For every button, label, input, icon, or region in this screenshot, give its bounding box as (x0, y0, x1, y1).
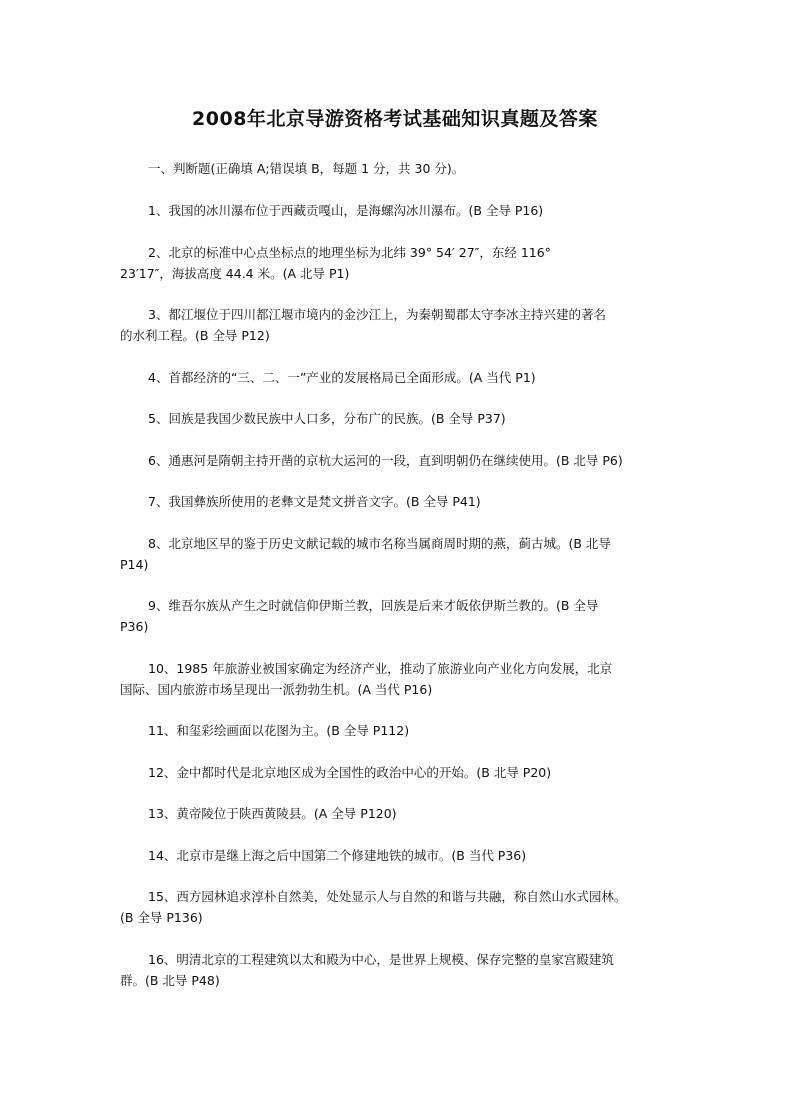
question-1: 1、我国的冰川瀑布位于西藏贡嘎山，是海螺沟冰川瀑布。(B 全导 P16) (148, 203, 544, 218)
question-2: 2、北京的标准中心点坐标点的地理坐标为北纬 39° 54′ 27″，东经 116° (148, 245, 551, 260)
question-7: 7、我国彝族所使用的老彝文是梵文拼音文字。(B 全导 P41) (148, 494, 481, 509)
question-6: 6、通惠河是隋朝主持开凿的京杭大运河的一段，直到明朝仍在继续使用。(B 北导 P6) (148, 453, 623, 468)
question-2-cont: 23′17″，海拔高度 44.4 米。(A 北导 P1) (120, 266, 350, 281)
question-8-cont: P14) (120, 557, 149, 572)
question-11: 11、和玺彩绘画面以花图为主。(B 全导 P112) (148, 723, 410, 738)
question-16: 16、明清北京的工程建筑以太和殿为中心，是世界上规模、保存完整的皇家宫殿建筑 (148, 952, 614, 967)
question-14: 14、北京市是继上海之后中国第二个修建地铁的城市。(B 当代 P36) (148, 848, 527, 863)
question-3-cont: 的水利工程。(B 全导 P12) (120, 328, 270, 343)
question-16-cont: 群。(B 北导 P48) (120, 973, 220, 988)
question-5: 5、回族是我国少数民族中人口多，分布广的民族。(B 全导 P37) (148, 411, 506, 426)
question-9: 9、维吾尔族从产生之时就信仰伊斯兰教，回族是后来才皈依伊斯兰教的。(B 全导 (148, 598, 599, 613)
question-13: 13、黄帝陵位于陕西黄陵县。(A 全导 P120) (148, 806, 397, 821)
page-title: 2008年北京导游资格考试基础知识真题及答案 (192, 108, 598, 130)
question-12: 12、金中都时代是北京地区成为全国性的政治中心的开始。(B 北导 P20) (148, 765, 552, 780)
question-9-cont: P36) (120, 619, 149, 634)
question-10-cont: 国际、国内旅游市场呈现出一派勃勃生机。(A 当代 P16) (120, 682, 433, 697)
section-heading: 一、判断题(正确填 A;错误填 B，每题 1 分，共 30 分)。 (148, 161, 465, 176)
question-3: 3、都江堰位于四川都江堰市境内的金沙江上，为秦朝蜀郡太守李冰主持兴建的著名 (148, 307, 606, 322)
question-15-cont: (B 全导 P136) (120, 910, 203, 925)
question-15: 15、西方园林追求淳朴自然美，处处显示人与自然的和谐与共融，称自然山水式园林。 (148, 889, 627, 904)
question-10: 10、1985 年旅游业被国家确定为经济产业，推动了旅游业向产业化方向发展，北京 (148, 661, 613, 676)
question-8: 8、北京地区早的鉴于历史文献记载的城市名称当属商周时期的燕，蓟古城。(B 北导 (148, 536, 611, 551)
question-4: 4、首都经济的“三、二、一”产业的发展格局已全面形成。(A 当代 P1) (148, 370, 536, 385)
